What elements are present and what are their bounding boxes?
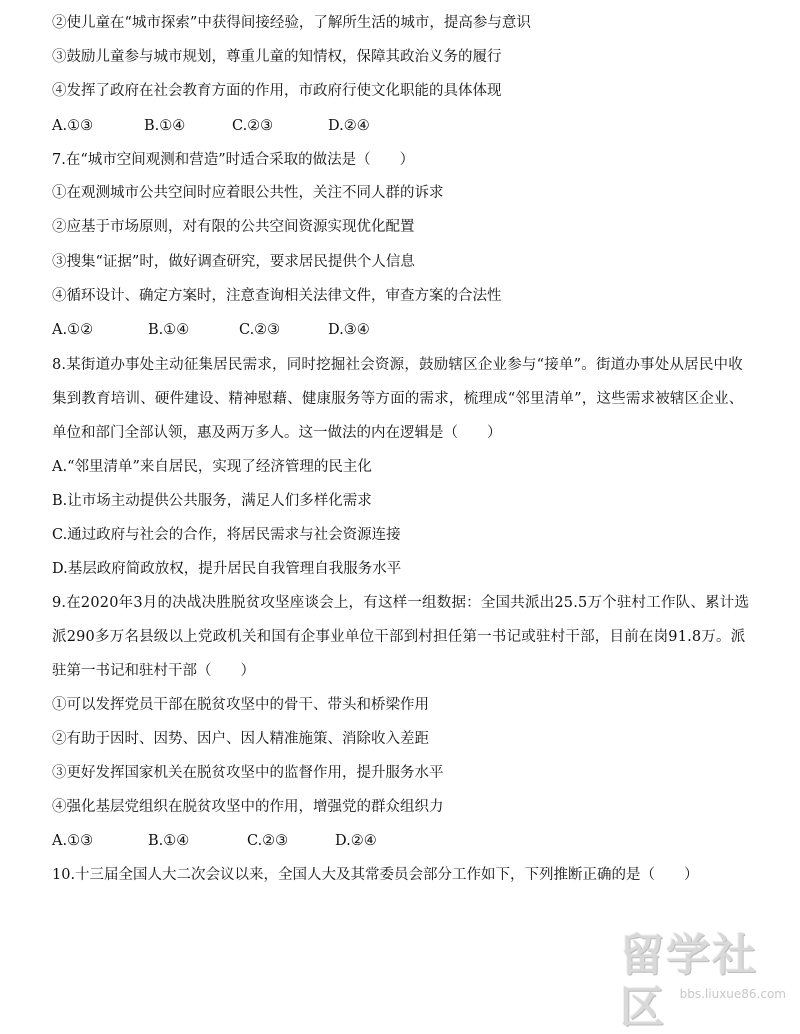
- question-8-stem-line-2: 集到教育培训、硬件建设、精神慰藉、健康服务等方面的需求，梳理成“邻里清单”，这些需求被辖区企业、: [52, 391, 744, 407]
- option-c: C.②③: [232, 118, 274, 134]
- question-8-stem-line-3: 单位和部门全部认领，惠及两万多人。这一做法的内在逻辑是（ ）: [52, 425, 502, 441]
- statement-1-q7: ①在观测城市公共空间时应着眼公共性，关注不同人群的诉求: [52, 185, 444, 201]
- option-a: A.①③: [52, 118, 94, 134]
- question-10-stem: 10.十三届全国人大二次会议以来，全国人大及其常委员会部分工作如下，下列推断正确的是（ ）: [52, 867, 699, 883]
- question-7-stem: 7.在“城市空间观测和营造”时适合采取的做法是（ ）: [52, 152, 415, 168]
- option-b: B.①④: [148, 322, 190, 338]
- statement-4-q6: ④发挥了政府在社会教育方面的作用，市政府行使文化职能的具体体现: [52, 83, 502, 99]
- option-c-q8: C.通过政府与社会的合作，将居民需求与社会资源连接: [52, 527, 401, 543]
- option-b-q8: B.让市场主动提供公共服务，满足人们多样化需求: [52, 493, 372, 509]
- statement-4-q9: ④强化基层党组织在脱贫攻坚中的作用，增强党的群众组织力: [52, 799, 444, 815]
- statement-3-q7: ③搜集“证据”时，做好调查研究，要求居民提供个人信息: [52, 254, 415, 270]
- option-c: C.②③: [247, 833, 289, 849]
- option-d: D.③④: [328, 322, 370, 338]
- statement-3-q9: ③更好发挥国家机关在脱贫攻坚中的监督作用，提升服务水平: [52, 765, 444, 781]
- option-d: D.②④: [335, 833, 377, 849]
- question-9-stem-line-3: 驻第一书记和驻村干部（ ）: [52, 663, 255, 679]
- question-8-stem-line-1: 8.某街道办事处主动征集居民需求，同时挖掘社会资源，鼓励辖区企业参与“接单”。街道办事处从居民中收: [52, 357, 743, 373]
- statement-3-q6: ③鼓励儿童参与城市规划，尊重儿童的知情权，保障其政治义务的履行: [52, 49, 502, 65]
- option-a: A.①③: [52, 833, 94, 849]
- watermark-url: bbs.liuxue86.com: [679, 987, 786, 1001]
- question-9-stem-line-2: 派290多万名县级以上党政机关和国有企事业单位干部到村担任第一书记或驻村干部，目前在岗91.8万。派: [52, 629, 746, 645]
- option-d: D.②④: [328, 118, 370, 134]
- watermark-logo: 留学社区: [620, 930, 758, 1033]
- statement-2-q9: ②有助于因时、因势、因户、因人精准施策、消除收入差距: [52, 731, 429, 747]
- statement-2-q7: ②应基于市场原则，对有限的公共空间资源实现优化配置: [52, 219, 415, 235]
- statement-4-q7: ④循环设计、确定方案时，注意查询相关法律文件，审查方案的合法性: [52, 288, 502, 304]
- question-9-stem-line-1: 9.在2020年3月的决战决胜脱贫攻坚座谈会上，有这样一组数据：全国共派出25.5万个驻村工作队、累计选: [52, 595, 750, 611]
- option-b: B.①④: [144, 118, 186, 134]
- option-a-q8: A.“邻里清单”来自居民，实现了经济管理的民主化: [52, 459, 372, 475]
- statement-2-q6: ②使儿童在“城市探索”中获得间接经验，了解所生活的城市，提高参与意识: [52, 15, 531, 31]
- option-a: A.①②: [52, 322, 94, 338]
- option-c: C.②③: [239, 322, 281, 338]
- option-d-q8: D.基层政府简政放权，提升居民自我管理自我服务水平: [52, 561, 402, 577]
- option-b: B.①④: [148, 833, 190, 849]
- statement-1-q9: ①可以发挥党员干部在脱贫攻坚中的骨干、带头和桥梁作用: [52, 697, 429, 713]
- site-watermark: [620, 930, 792, 1033]
